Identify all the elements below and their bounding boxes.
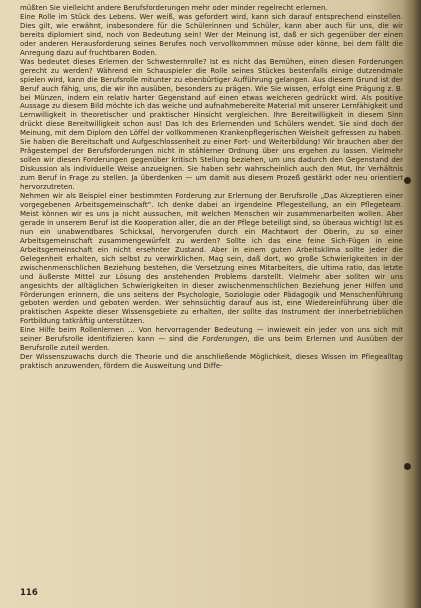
paragraph-text: Eine Rolle im Stück des Lebens. Wer weiß, was gefordert wird, kann sich darauf entsprechend einstellen. Dies gilt, wie erwähnt, insbesondere für die Schülerinnen und Schüler, kann aber auch für uns, die wir bereits diplomiert sind, noch von Bedeutung sein! Wer der Meinung ist, daß er sich gegenüber der einen oder anderen Herausforderung seines Berufes noch vervollkommnen müsse oder könne, bei dem fällt die Anregung dazu auf fruchtbaren Boden. xyxy=(20,12,403,57)
page-number: 116 xyxy=(20,588,38,598)
binding-hole-icon xyxy=(404,177,411,184)
paragraph xyxy=(20,4,403,13)
paragraph xyxy=(20,192,403,326)
emphasized-text: Forderungen xyxy=(202,335,248,344)
paragraph xyxy=(20,13,403,58)
paragraph-text: Was bedeutet dieses Erlernen der Schwesternrolle? Ist es nicht das Bemühen, einen diesen Forderungen gerecht zu werden? Während ein Schauspieler die Rolle seines Stückes bestenfalls einige dutzendmale spielen wird, kann die Berufsrolle mitunter zu ebenbürtiger Aufführung gelangen. Aus diesem Grund ist der Beruf auch fähig, uns, die wir ihn ausüben, besonders zu prägen. Wie Sie wissen, erfolgt eine Prägung z. B. bei Münzen, indem ein relativ harter Gegenstand auf einen etwas weicheren gedrückt wird. Als positive Aussage zu diesem Bild möchte ich das weiche und aufnahmebereite Material mit unserer Lernfähigkeit und Lernwilligkeit in theoretischer und praktischer Hinsicht vergleichen. Ihre Bereitwilligkeit in diesem Sinn drückt diese Bereitwilligkeit schon aus! Das Ich des Erlernenden und Schülers wendet. Sie sind doch der Meinung, mit dem Diplom den Löffel der vollkommenen Krankenpflegerischen Weisheit gefressen zu haben. Sie haben die Bereitschaft und Aufgeschlossenheit zu einer Fort- und Weiterbildung! Wir brauchen aber der Prägestempel der Berufsforderungen nicht in stählerner Ordnung über uns ergehen zu lassen. Vielmehr sollen wir diesen Forderungen gegenüber kritisch Stellung beziehen, um uns dadurch den Gegenstand der Diskussion als individuelle Weise anzueignen. Sie haben sehr wahrscheinlich auch den Mut, Ihr Verhältnis zum Beruf in Frage zu stellen. Ja überdenken — um damit aus diesem Prozeß gestärkt oder neu orientiert hervorzutreten. xyxy=(20,57,403,192)
paragraph-text: , die uns beim Erlernen und Ausüben der Berufsrolle zuteil werden. xyxy=(20,335,404,353)
paragraph xyxy=(20,58,403,192)
page-spine-shadow xyxy=(403,0,421,608)
paragraph-text: Nehmen wir als Beispiel einer bestimmten Forderung zur Erlernung der Berufsrolle „Das Akzeptieren einer vorgegebenen Arbeitsgemeinschaft“. Ich denke dabei an irgendeine Pflegestellung, an ein Pflegeteam. Meist können wir es uns ja nicht aussuchen, mit welchen Menschen wir zusammenarbeiten wollen. Aber gerade in unserem Beruf ist die Kooperation aller, die an der Pflege beteiligt sind, so überaus wichtig! Ist es nun ein unabwendbares Schicksal, hervorgerufen durch ein Machtwort der Oberin, zu so einer Arbeitsgemeinschaft zusammengewürfelt zu werden? Sollte ich das eine feine Sich-Fügen in eine Arbeitsgemeinschaft ein nicht ersehnter Zustand. Aber in einem guten Arbeitsklima sollte jeder die Gelegenheit erhalten, sich selbst zu verwirklichen. Mag sein, daß dort, wo große Schwierigkeiten in der zwischenmenschlichen Beziehung bestehen, die Versetzung eines Mitarbeiters, die ultima ratio, das letzte und äußerste Mittel zur Lösung des anstehenden Problems darstellt. Vielmehr aber sollten wir uns angesichts der alltäglichen Schwierigkeiten in dieser zwischenmenschlichen Beziehung jener Hilfen und Förderungen erinnern, die uns seitens der Psychologie, Soziologie oder Pädagogik und Menschenführung geboten werden und geboten werden. Wer sehnsüchtig darauf aus ist, eine Wiedereinführung über die praktischen Aspekte dieser Wissensgebiete zu erhalten, der sollte das Instrument der innerbetrieblichen Fortbildung tatkräftig unterstützen. xyxy=(20,192,403,326)
paragraph xyxy=(20,326,403,353)
body-text xyxy=(20,4,403,371)
binding-hole-icon xyxy=(404,463,411,470)
paragraph xyxy=(20,353,403,371)
paragraph-text: Der Wissenszuwachs durch die Theorie und die anschließende Möglichkeit, dieses Wissen im Pflegealltag praktisch anzuwenden, fördern die Ausweitung und Diffe- xyxy=(20,353,403,371)
paragraph-text: müßten Sie vielleicht andere Berufsforderungen mehr oder minder regelrecht erlernen. xyxy=(20,4,328,12)
paragraph-text: Eine Hilfe beim Rollenlernen … Von hervorragender Bedeutung — inwieweit ein jeder von uns sich mit seiner Berufsrolle identifizieren kann — sind die xyxy=(20,326,403,344)
